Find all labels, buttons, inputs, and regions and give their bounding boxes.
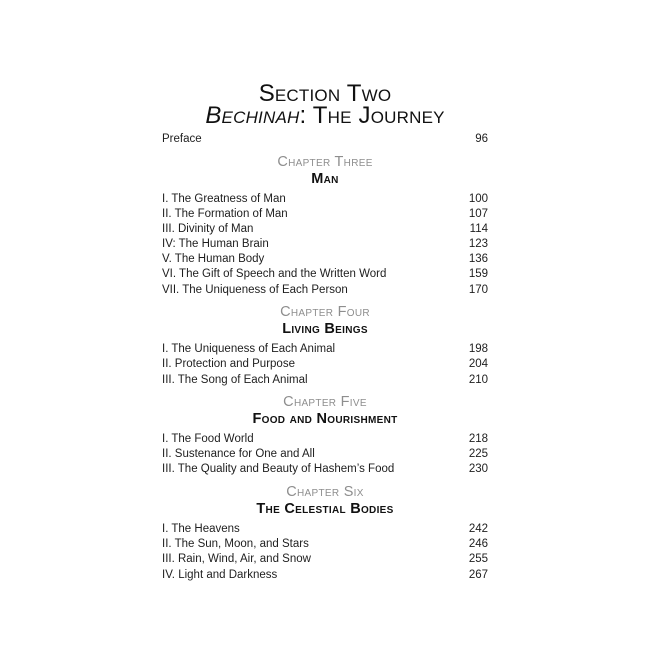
entry-page-number: 210 (468, 374, 488, 386)
entry-page-number: 242 (468, 523, 488, 535)
toc-entry[interactable] (162, 236, 488, 252)
toc-entry[interactable] (162, 221, 488, 237)
entry-page-number: 114 (469, 223, 488, 235)
entry-title: III. Divinity of Man (162, 223, 254, 235)
section-title-rest: : The Journey (299, 102, 445, 129)
entry-page-number: 170 (468, 284, 488, 296)
toc-entry[interactable] (162, 446, 488, 462)
toc-entry[interactable] (162, 536, 488, 552)
entry-title: I. The Food World (162, 433, 254, 445)
entry-page-number: 96 (475, 133, 488, 145)
entry-title: III. The Song of Each Animal (162, 374, 308, 386)
toc-entry[interactable] (162, 266, 488, 282)
toc-entry[interactable] (162, 551, 488, 567)
preface-entry[interactable] (162, 131, 488, 147)
entry-title: III. Rain, Wind, Air, and Snow (162, 553, 311, 565)
entry-page-number: 267 (468, 569, 488, 581)
toc-entry[interactable] (162, 206, 488, 222)
entry-title: VII. The Uniqueness of Each Person (162, 284, 348, 296)
entry-title: VI. The Gift of Speech and the Written Word (162, 268, 387, 280)
section-title (0, 102, 650, 130)
entry-page-number: 136 (468, 253, 488, 265)
toc-entry[interactable] (162, 521, 488, 537)
entry-page-number: 198 (468, 343, 488, 355)
entry-title: I. The Greatness of Man (162, 193, 286, 205)
chapter-title: Living Beings (282, 321, 368, 337)
entry-page-number: 246 (468, 538, 488, 550)
entry-title: II. Protection and Purpose (162, 358, 295, 370)
toc-entry[interactable] (162, 191, 488, 207)
chapter-label: Chapter Three (277, 154, 373, 170)
entry-page-number: 100 (468, 193, 488, 205)
entry-page-number: 204 (468, 358, 488, 370)
entry-title: Preface (162, 133, 202, 145)
chapter-label: Chapter Six (286, 484, 364, 500)
entry-title: II. The Formation of Man (162, 208, 288, 220)
section-title-italic: Bechinah (205, 102, 300, 129)
chapter-label: Chapter Four (280, 304, 370, 320)
entry-page-number: 123 (468, 238, 488, 250)
toc-entry[interactable] (162, 461, 488, 477)
toc-entry[interactable] (162, 431, 488, 447)
entry-page-number: 225 (468, 448, 488, 460)
entry-title: V. The Human Body (162, 253, 265, 265)
entry-page-number: 255 (468, 553, 488, 565)
entry-title: IV. Light and Darkness (162, 569, 278, 581)
toc-entry[interactable] (162, 251, 488, 267)
entry-page-number: 107 (468, 208, 488, 220)
chapter-title: The Celestial Bodies (256, 501, 394, 517)
toc-entry[interactable] (162, 341, 488, 357)
entry-title: I. The Heavens (162, 523, 240, 535)
toc-entry[interactable] (162, 282, 488, 298)
entry-title: I. The Uniqueness of Each Animal (162, 343, 336, 355)
entry-title: II. The Sun, Moon, and Stars (162, 538, 309, 550)
toc-entry[interactable] (162, 356, 488, 372)
chapter-title: Food and Nourishment (252, 411, 398, 427)
chapter-label: Chapter Five (283, 394, 367, 410)
toc-entry[interactable] (162, 567, 488, 583)
entry-page-number: 218 (468, 433, 488, 445)
entry-page-number: 159 (468, 268, 488, 280)
entry-page-number: 230 (468, 463, 488, 475)
entry-title: IV: The Human Brain (162, 238, 269, 250)
chapter-title: Man (311, 171, 339, 187)
toc-entry[interactable] (162, 372, 488, 388)
entry-title: II. Sustenance for One and All (162, 448, 315, 460)
section-label: Section Two (258, 80, 392, 107)
entry-title: III. The Quality and Beauty of Hashem’s Food (162, 463, 395, 475)
